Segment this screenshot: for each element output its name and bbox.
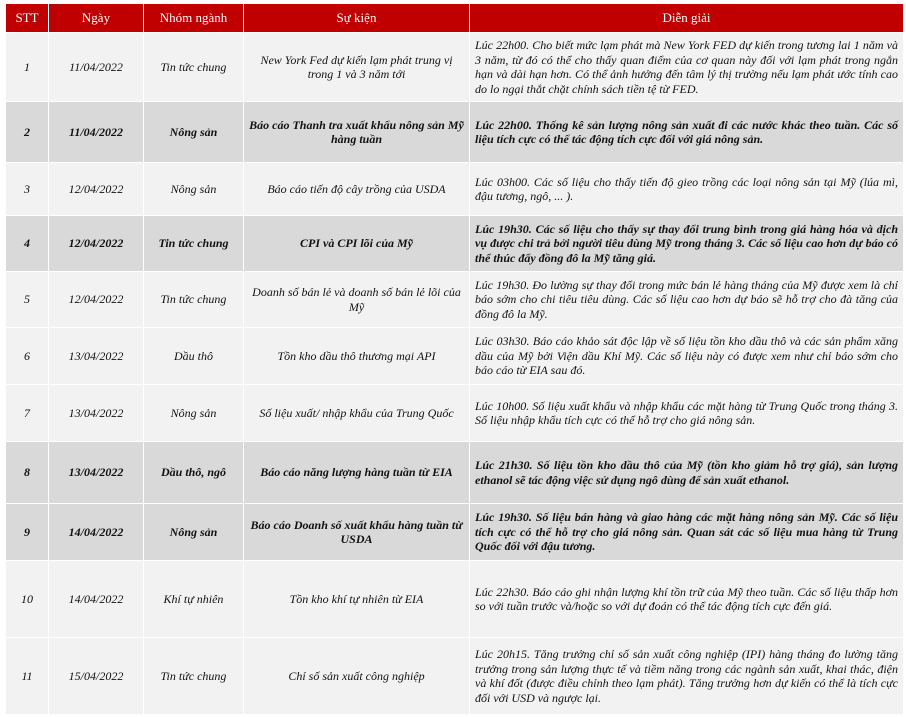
cell-event: Tồn kho dầu thô thương mại API — [244, 328, 470, 385]
cell-detail: Lúc 03h30. Báo cáo khảo sát độc lập về số liệu tồn kho dầu thô và các sản phẩm xăng dầu của Mỹ bởi Viện dầu Khí Mỹ. Các số liệu này có được xem như chỉ báo sớm cho báo cáo từ EIA sau đó. — [470, 328, 904, 385]
header-stt: STT — [6, 4, 49, 33]
cell-event: Doanh số bán lẻ và doanh số bán lẻ lõi của Mỹ — [244, 272, 470, 328]
cell-group: Tin tức chung — [144, 216, 244, 272]
cell-detail: Lúc 20h15. Tăng trưởng chỉ số sản xuất công nghiệp (IPI) hàng tháng đo lường tăng trưởng trong sản lượng thực tế và tiềm năng trong các ngành sản xuất, khai thác, điện và khí đốt (được điều chỉnh theo lạm phát). Tăng trưởng hơn dự kiến có thể là tích cực đối với USD và ngược lại. — [470, 638, 904, 715]
table-row — [6, 163, 904, 216]
cell-stt: 10 — [6, 561, 49, 638]
cell-date: 15/04/2022 — [49, 638, 144, 715]
cell-date: 13/04/2022 — [49, 385, 144, 442]
cell-group: Tin tức chung — [144, 638, 244, 715]
header-event: Sự kiện — [244, 4, 470, 33]
cell-date: 12/04/2022 — [49, 163, 144, 216]
cell-stt: 2 — [6, 102, 49, 163]
header-group: Nhóm ngành — [144, 4, 244, 33]
cell-group: Dầu thô — [144, 328, 244, 385]
table-row — [6, 328, 904, 385]
cell-detail: Lúc 10h00. Số liệu xuất khẩu và nhập khẩu các mặt hàng từ Trung Quốc trong tháng 3. Số liệu nhập khẩu tích cực có thể hỗ trợ cho giá nông sản. — [470, 385, 904, 442]
cell-detail: Lúc 03h00. Các số liệu cho thấy tiến độ gieo trồng các loại nông sản tại Mỹ (lúa mì, đậu tương, ngô, ... ). — [470, 163, 904, 216]
cell-stt: 7 — [6, 385, 49, 442]
cell-detail: Lúc 22h00. Thống kê sản lượng nông sản xuất đi các nước khác theo tuần. Các số liệu tích cực có thể tác động tích cực đối với giá nông sản. — [470, 102, 904, 163]
cell-date: 11/04/2022 — [49, 102, 144, 163]
cell-detail: Lúc 19h30. Các số liệu cho thấy sự thay đổi trung bình trong giá hàng hóa và dịch vụ được chi trả bởi người tiêu dùng Mỹ trong tháng 3. Các số liệu cao hơn dự báo có thể thúc đẩy đồng đô la Mỹ tăng giá. — [470, 216, 904, 272]
header-row — [6, 4, 904, 33]
cell-stt: 1 — [6, 33, 49, 102]
table-row — [6, 102, 904, 163]
cell-group: Nông sản — [144, 102, 244, 163]
cell-stt: 5 — [6, 272, 49, 328]
cell-date: 14/04/2022 — [49, 561, 144, 638]
cell-event: Báo cáo Thanh tra xuất khẩu nông sản Mỹ hàng tuần — [244, 102, 470, 163]
cell-date: 13/04/2022 — [49, 328, 144, 385]
cell-event: CPI và CPI lõi của Mỹ — [244, 216, 470, 272]
table-row — [6, 385, 904, 442]
table-row — [6, 442, 904, 504]
cell-group: Nông sản — [144, 385, 244, 442]
cell-date: 14/04/2022 — [49, 504, 144, 561]
cell-event: Báo cáo Doanh số xuất khẩu hàng tuần từ USDA — [244, 504, 470, 561]
table-row — [6, 216, 904, 272]
header-detail: Diễn giải — [470, 4, 904, 33]
cell-date: 12/04/2022 — [49, 272, 144, 328]
economic-calendar-table — [5, 3, 904, 715]
cell-group: Nông sản — [144, 163, 244, 216]
cell-stt: 6 — [6, 328, 49, 385]
cell-event: Báo cáo năng lượng hàng tuần từ EIA — [244, 442, 470, 504]
cell-detail: Lúc 19h30. Số liệu bán hàng và giao hàng các mặt hàng nông sản Mỹ. Các số liệu tích cực có thể hỗ trợ cho giá nông sản. Quan sát các số liệu mua hàng từ Trung Quốc đối với đậu tương. — [470, 504, 904, 561]
cell-group: Tin tức chung — [144, 272, 244, 328]
table-row — [6, 561, 904, 638]
cell-event: Báo cáo tiến độ cây trồng của USDA — [244, 163, 470, 216]
cell-date: 13/04/2022 — [49, 442, 144, 504]
header-date: Ngày — [49, 4, 144, 33]
cell-date: 11/04/2022 — [49, 33, 144, 102]
cell-stt: 4 — [6, 216, 49, 272]
cell-stt: 9 — [6, 504, 49, 561]
cell-detail: Lúc 22h30. Báo cáo ghi nhận lượng khí tồn trữ của Mỹ theo tuần. Các số liệu thấp hơn so với tuần trước và/hoặc so với dự đoán có thể tác động tích cực đến giá. — [470, 561, 904, 638]
cell-group: Tin tức chung — [144, 33, 244, 102]
cell-stt: 3 — [6, 163, 49, 216]
cell-event: Số liệu xuất/ nhập khẩu của Trung Quốc — [244, 385, 470, 442]
cell-event: Tồn kho khí tự nhiên từ EIA — [244, 561, 470, 638]
table-row — [6, 638, 904, 715]
cell-stt: 11 — [6, 638, 49, 715]
cell-detail: Lúc 22h00. Cho biết mức lạm phát mà New York FED dự kiến trong tương lai 1 năm và 3 năm, từ đó có thể cho thấy quan điểm của cơ quan này đối với lạm phát trong ngắn hạn và dài hạn hơn. Có thể ảnh hưởng đến tâm lý thị trường nếu lạm phát ước tính cao do lo ngại thắt chặt chính sách tiền tệ từ FED. — [470, 33, 904, 102]
cell-group: Dầu thô, ngô — [144, 442, 244, 504]
cell-event: Chỉ số sản xuất công nghiệp — [244, 638, 470, 715]
cell-date: 12/04/2022 — [49, 216, 144, 272]
table-row — [6, 504, 904, 561]
cell-stt: 8 — [6, 442, 49, 504]
cell-group: Nông sản — [144, 504, 244, 561]
table-row — [6, 33, 904, 102]
cell-event: New York Fed dự kiến lạm phát trung vị trong 1 và 3 năm tới — [244, 33, 470, 102]
table-row — [6, 272, 904, 328]
cell-detail: Lúc 19h30. Đo lường sự thay đổi trong mức bán lẻ hàng tháng của Mỹ được xem là chỉ báo sớm cho chi tiêu tiêu dùng. Các số liệu cao hơn dự báo sẽ hỗ trợ cho đà tăng của đồng đô la Mỹ. — [470, 272, 904, 328]
cell-group: Khí tự nhiên — [144, 561, 244, 638]
cell-detail: Lúc 21h30. Số liệu tồn kho dầu thô của Mỹ (tồn kho giảm hỗ trợ giá), sản lượng ethanol sẽ tác động việc sử dụng ngô dùng để sản xuất ethanol. — [470, 442, 904, 504]
